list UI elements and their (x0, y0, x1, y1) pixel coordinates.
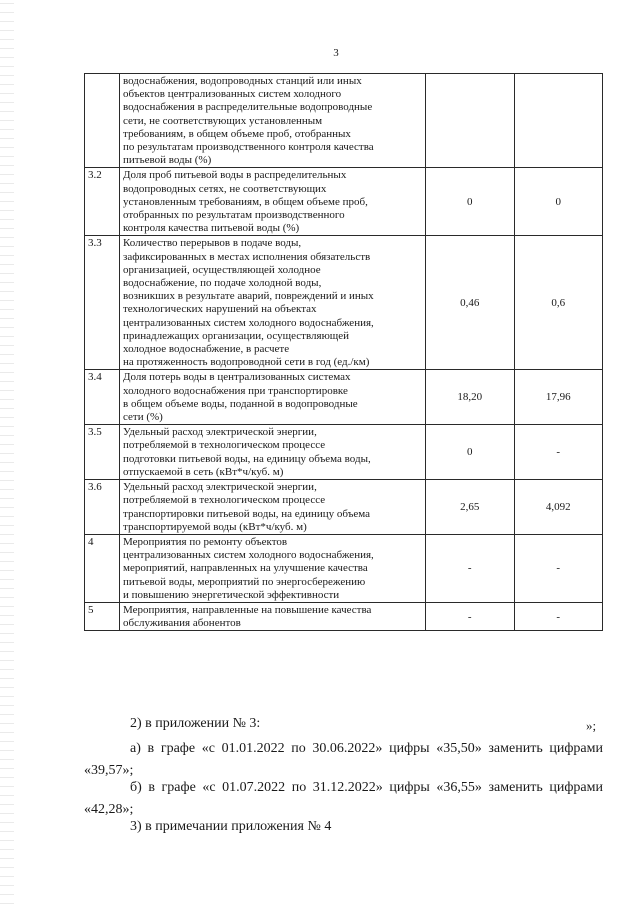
value-cell-period-2: - (514, 425, 603, 480)
description-line: возникших в результате аварий, повреждений и иных (123, 290, 374, 303)
description-line: объектов централизованных систем холодного (123, 88, 342, 101)
value-cell-period-2: 0 (514, 168, 603, 236)
description-line: установленным требованиям, в общем объеме проб, (123, 195, 368, 208)
row-description-cell (120, 74, 426, 168)
closing-quote-mark: »; (586, 718, 597, 733)
description-line: водоснабжение, по подаче холодной воды, (123, 277, 322, 290)
value-cell-period-1: 0,46 (426, 236, 515, 370)
description-line: принадлежащих организации, осуществляющей (123, 329, 350, 342)
description-line: водоснабжения, водопроводных станций или иных (123, 75, 362, 87)
value-cell-period-1: 0 (426, 168, 515, 236)
value-cell-period-2: - (514, 534, 603, 602)
description-line: подготовки питьевой воды, на единицу объема воды, (123, 452, 371, 465)
description-line: Мероприятия по ремонту объектов (123, 535, 288, 548)
table-row (85, 168, 603, 236)
row-number-cell: 3.2 (85, 168, 120, 236)
description-line: отпускаемой в сеть (кВт*ч/куб. м) (123, 465, 284, 478)
row-description-cell (120, 480, 426, 535)
row-number-cell (85, 74, 120, 168)
row-description-cell (120, 168, 426, 236)
scan-edge-artifact (0, 0, 14, 905)
paragraph-item-3: 3) в примечании приложения № 4 (130, 819, 332, 834)
value-cell-period-1: - (426, 602, 515, 630)
page-number: 3 (333, 47, 339, 59)
value-cell-period-2: 17,96 (514, 370, 603, 425)
row-description-cell (120, 236, 426, 370)
description-line: организацией, осуществляющей холодное (123, 263, 321, 276)
description-line: Доля потерь воды в централизованных системах (123, 371, 351, 384)
description-line: зафиксированных в местах исполнения обязательств (123, 250, 371, 263)
description-line: Доля проб питьевой воды в распределительных (123, 169, 347, 182)
row-number-cell: 3.5 (85, 425, 120, 480)
description-line: водопроводных сетях, не соответствующих (123, 182, 327, 195)
description-line: обслуживания абонентов (123, 617, 241, 630)
table-row (85, 425, 603, 480)
table-row (85, 236, 603, 370)
description-line: на протяженность водопроводной сети в год (ед./км) (123, 356, 370, 369)
description-line: сети (%) (123, 411, 163, 424)
description-line: и повышению энергетической эффективности (123, 588, 340, 601)
value-cell-period-1: 0 (426, 425, 515, 480)
description-line: контроля качества питьевой воды (%) (123, 222, 300, 235)
table-row (85, 370, 603, 425)
row-number-cell: 5 (85, 602, 120, 630)
description-line: в общем объеме воды, поданной в водопроводные (123, 397, 358, 410)
description-line: отобранных по результатам производственного (123, 209, 345, 222)
description-line: питьевой воды, мероприятий по энергосбережению (123, 575, 366, 588)
description-line: потребляемой в технологическом процессе (123, 494, 326, 507)
paragraph-subitem-b: б) в графе «с 01.07.2022 по 31.12.2022» цифры «36,55» заменить цифрами «42,28»; (84, 780, 603, 817)
description-line: технологических нарушений на объектах (123, 303, 317, 316)
value-cell-period-1: - (426, 534, 515, 602)
description-line: Количество перерывов в подаче воды, (123, 237, 302, 250)
value-cell-period-1 (426, 74, 515, 168)
description-line: транспортируемой воды (кВт*ч/куб. м) (123, 520, 307, 533)
description-line: централизованных систем холодного водоснабжения, (123, 549, 374, 562)
description-line: Удельный расход электрической энергии, (123, 481, 317, 494)
description-line: холодное водоснабжение, в расчете (123, 343, 290, 356)
description-line: требованиям, в общем объеме проб, отобранных (123, 127, 351, 140)
description-line: по результатам производственного контроля качества (123, 141, 374, 154)
description-line: водоснабжения в распределительные водопроводные (123, 101, 373, 114)
row-description-cell (120, 425, 426, 480)
value-cell-period-2: 0,6 (514, 236, 603, 370)
value-cell-period-1: 18,20 (426, 370, 515, 425)
row-description-cell (120, 534, 426, 602)
table-row (85, 602, 603, 630)
description-line: транспортировки питьевой воды, на единицу объема (123, 507, 371, 520)
table-row (85, 480, 603, 535)
row-description-cell (120, 370, 426, 425)
value-cell-period-2 (514, 74, 603, 168)
table-row (85, 74, 603, 168)
table-row (85, 534, 603, 602)
description-line: Удельный расход электрической энергии, (123, 426, 317, 439)
description-line: питьевой воды (%) (123, 154, 212, 167)
row-description-cell (120, 602, 426, 630)
description-line: потребляемой в технологическом процессе (123, 439, 326, 452)
row-number-cell: 3.4 (85, 370, 120, 425)
paragraph-subitem-a: а) в графе «с 01.01.2022 по 30.06.2022» цифры «35,50» заменить цифрами «39,57»; (84, 741, 603, 778)
value-cell-period-2: - (514, 602, 603, 630)
description-line: централизованных систем холодного водоснабжения, (123, 316, 374, 329)
value-cell-period-1: 2,65 (426, 480, 515, 535)
description-line: сети, не соответствующих установленным (123, 114, 323, 127)
row-number-cell: 3.3 (85, 236, 120, 370)
indicators-table (84, 73, 603, 631)
value-cell-period-2: 4,092 (514, 480, 603, 535)
paragraph-item-2: 2) в приложении № 3: (130, 716, 261, 731)
description-line: Мероприятия, направленные на повышение качества (123, 603, 372, 616)
row-number-cell: 4 (85, 534, 120, 602)
row-number-cell: 3.6 (85, 480, 120, 535)
description-line: холодного водоснабжения при транспортировке (123, 384, 348, 397)
description-line: мероприятий, направленных на улучшение качества (123, 562, 368, 575)
indicators-table-body (85, 74, 603, 631)
